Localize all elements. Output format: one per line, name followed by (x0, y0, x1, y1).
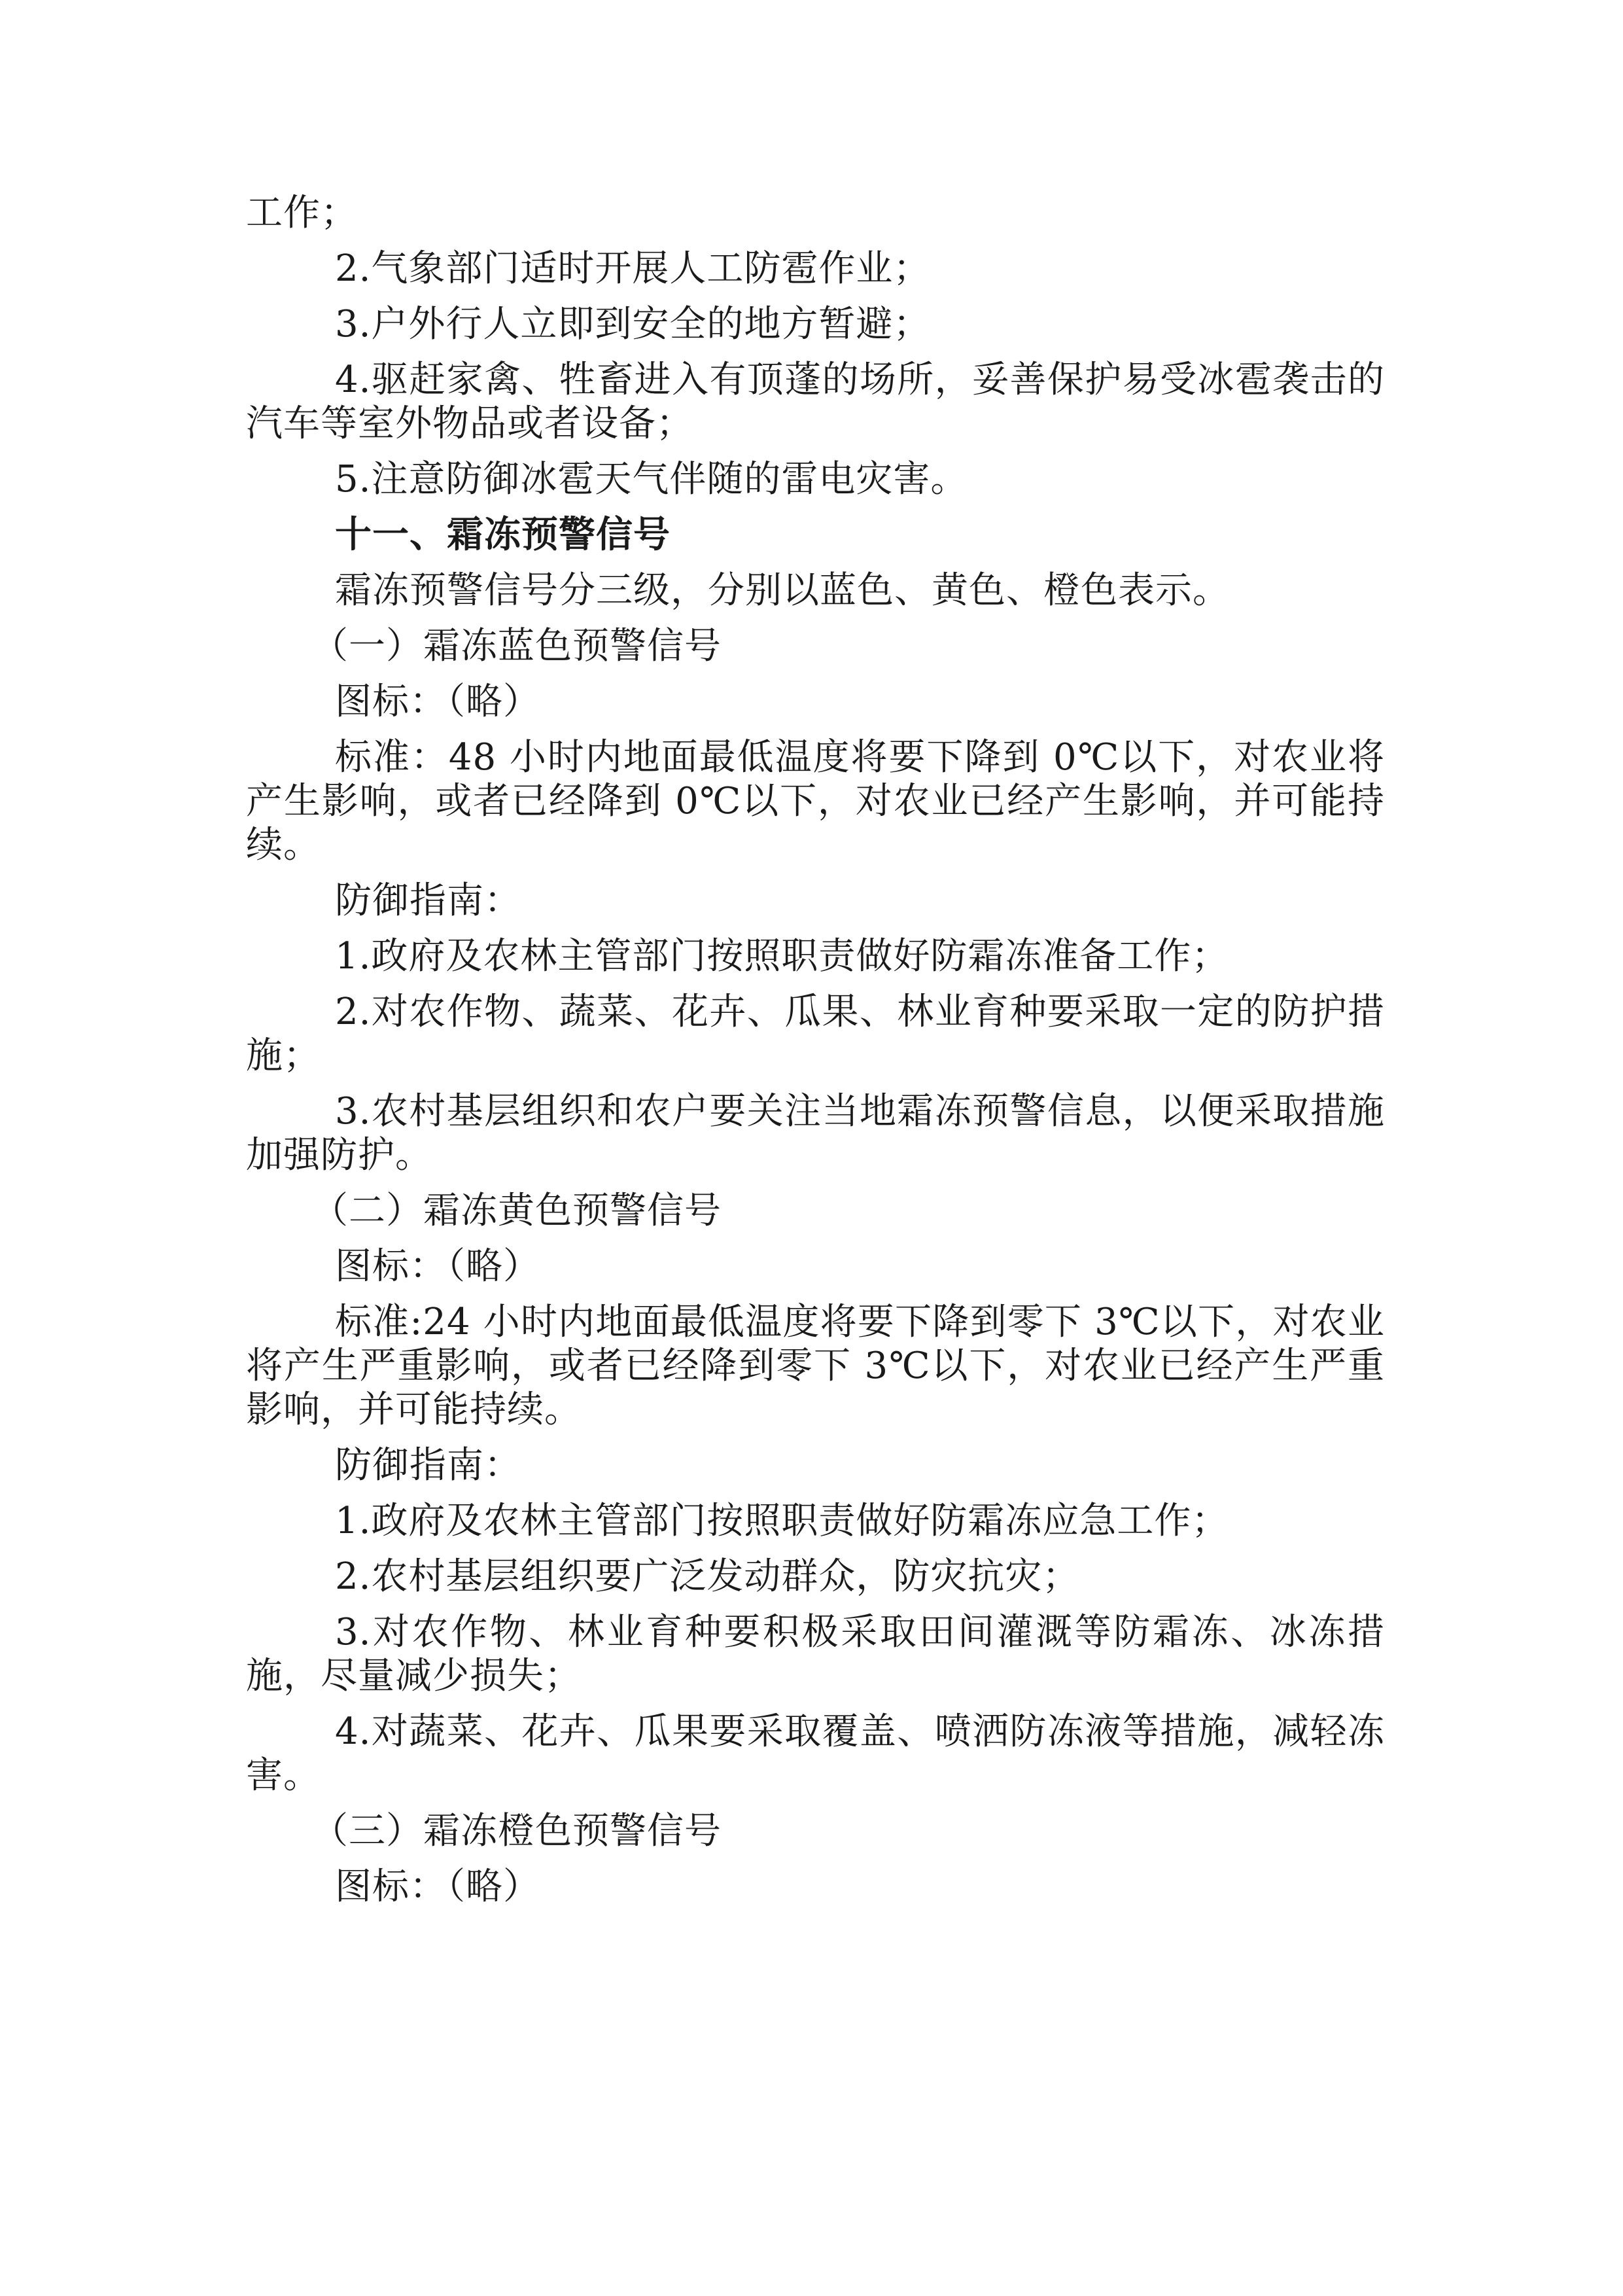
paragraph: 防御指南： (335, 1444, 521, 1487)
paragraph: 防御指南： (335, 879, 521, 922)
paragraph: 5.注意防御冰雹天气伴随的雷电灾害。 (335, 458, 968, 501)
paragraph: 图标：（略） (335, 680, 540, 723)
paragraph: 2.气象部门适时开展人工防雹作业； (335, 247, 931, 290)
paragraph: 霜冻预警信号分三级，分别以蓝色、黄色、橙色表示。 (335, 569, 1230, 612)
paragraph: 图标：（略） (335, 1245, 540, 1288)
paragraph: 工作； (246, 192, 358, 234)
paragraph: 标准：48 小时内地面最低温度将要下降到 0℃以下，对农业将产生影响，或者已经降到 0℃以下，对农业已经产生影响，并可能持续。 (246, 736, 1385, 866)
section-title: 十一、霜冻预警信号 (335, 514, 671, 556)
paragraph: 图标：（略） (335, 1865, 540, 1908)
paragraph: 1.政府及农林主管部门按照职责做好防霜冻应急工作； (335, 1500, 1229, 1542)
subsection-heading: （一）霜冻蓝色预警信号 (311, 625, 722, 667)
paragraph: 4.驱赶家禽、牲畜进入有顶蓬的场所，妥善保护易受冰雹袭击的汽车等室外物品或者设备； (246, 359, 1385, 445)
paragraph: 3.农村基层组织和农户要关注当地霜冻预警信息，以便采取措施加强防护。 (246, 1090, 1385, 1176)
paragraph: 4.对蔬菜、花卉、瓜果要采取覆盖、喷洒防冻液等措施，减轻冻害。 (246, 1710, 1385, 1797)
paragraph: 2.农村基层组织要广泛发动群众，防灾抗灾； (335, 1555, 1080, 1598)
subsection-heading: （三）霜冻橙色预警信号 (311, 1810, 722, 1852)
paragraph: 3.户外行人立即到安全的地方暂避； (335, 303, 931, 345)
paragraph: 3.对农作物、林业育种要积极采取田间灌溉等防霜冻、冰冻措施，尽量减少损失； (246, 1611, 1385, 1697)
paragraph: 1.政府及农林主管部门按照职责做好防霜冻准备工作； (335, 935, 1229, 978)
subsection-heading: （二）霜冻黄色预警信号 (311, 1190, 722, 1232)
paragraph: 2.对农作物、蔬菜、花卉、瓜果、林业育种要采取一定的防护措施； (246, 991, 1385, 1077)
paragraph: 标准:24 小时内地面最低温度将要下降到零下 3℃以下，对农业将产生严重影响，或者已经降到零下 3℃以下，对农业已经产生严重影响，并可能持续。 (246, 1301, 1385, 1431)
document-page (246, 191, 1385, 1920)
